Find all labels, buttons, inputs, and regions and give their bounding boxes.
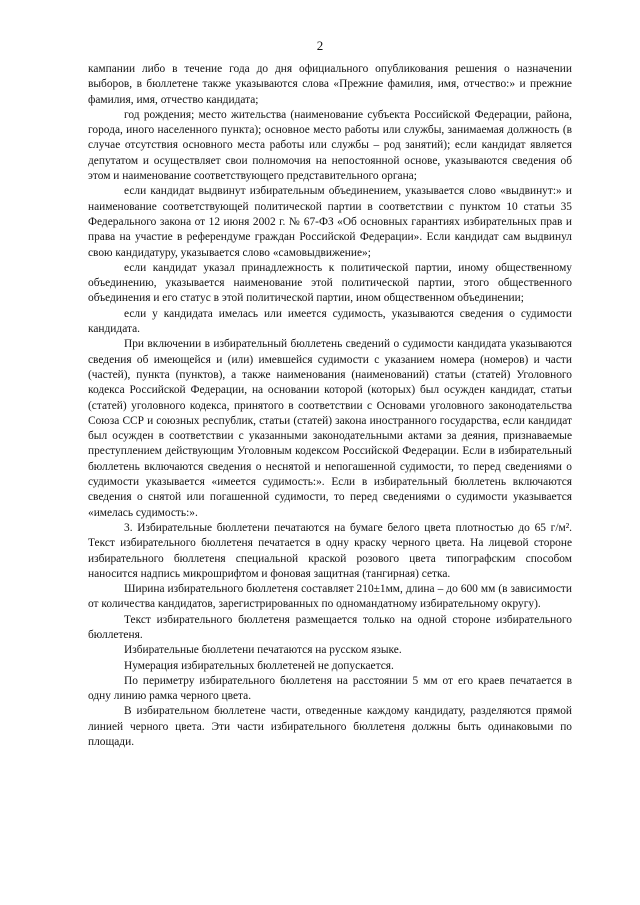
paragraph: год рождения; место жительства (наименование субъекта Российской Федерации, района, города, иного населенного пункта); основное место работы или службы, занимаемая должность (в случае отсутствия основного места работы или службы – род занятий); если кандидат является депутатом и осуществляет свои полномочия на непостоянной основе, указываются сведения об этом и наименование соответствующего представительного органа;: [88, 108, 572, 183]
paragraph: если у кандидата имелась или имеется судимость, указываются сведения о судимости кандидата.: [88, 307, 572, 336]
paragraph: кампании либо в течение года до дня официального опубликования решения о назначении выборов, в бюллетене также указываются слова «Прежние фамилия, имя, отчество:» и прежние фамилия, имя, отчество кандидата;: [88, 63, 572, 106]
paragraph: По периметру избирательного бюллетеня на расстоянии 5 мм от его краев печатается в одну линию рамка черного цвета.: [88, 674, 572, 703]
paragraph: если кандидат указал принадлежность к политической партии, иному общественному объединению, указывается наименование этой политической партии, этого общественного объединения и его статус в этой политической партии, ином общественном объединении;: [88, 261, 572, 305]
paragraph: В избирательном бюллетене части, отведенные каждому кандидату, разделяются прямой линией черного цвета. Эти части избирательного бюллетеня должны быть одинаковыми по площади.: [88, 705, 572, 749]
paragraph: 3. Избирательные бюллетени печатаются на бумаге белого цвета плотностью до 65 г/м². Текст избирательного бюллетеня печатается в одну краску черного цвета. На лицевой стороне избирательного бюллетеня специальной краской розового цвета типографским способом наносится надпись микрошрифтом и фоновая защитная (тангирная) сетка.: [88, 521, 572, 580]
paragraph: Избирательные бюллетени печатаются на русском языке.: [124, 644, 402, 657]
paragraph: Ширина избирательного бюллетеня составляет 210±1мм, длина – до 600 мм (в зависимости от количества кандидатов, зарегистрированных по одномандатному избирательному округу).: [88, 583, 572, 611]
paragraph: При включении в избирательный бюллетень сведений о судимости кандидата указываются сведения об имеющейся и (или) имевшейся судимости с указанием номера (номеров) и части (частей), пункта (пунктов), а также наименования (наименований) статьи (статей) Уголовного кодекса Российской Федерации, на основании которой (которых) был осужден кандидат, статьи (статей) уголовного кодекса, принятого в соответствии с Основами уголовного законодательства Союза ССР и союзных республик, статьи (статей) закона иностранного государства, если кандидат был осужден в соответствии с указанными законодательными актами за деяния, признаваемые преступлением действующим Уголовным кодексом Российской Федерации. Если в избирательный бюллетень включаются сведения о неснятой и непогашенной судимости, то перед сведениями о судимости указывается «имеется судимость:». Если в избирательный бюллетень включаются сведения о снятой или погашенной судимости, то перед сведениями о судимости указывается «имелась судимость:».: [88, 338, 572, 519]
paragraph: Текст избирательного бюллетеня размещается только на одной стороне избирательного бюллетеня.: [88, 613, 572, 641]
document-body: [88, 62, 572, 750]
paragraph: Нумерация избирательных бюллетеней не допускается.: [124, 659, 394, 672]
paragraph: если кандидат выдвинут избирательным объединением, указывается слово «выдвинут:» и наименование соответствующей политической партии в соответствии с пунктом 10 статьи 35 Федерального закона от 12 июня 2002 г. № 67-ФЗ «Об основных гарантиях избирательных прав и права на участие в референдуме граждан Российской Федерации». Если кандидат сам выдвинул свою кандидатуру, указывается слово «самовыдвижение»;: [88, 185, 572, 259]
page-number: 2: [316, 38, 324, 53]
